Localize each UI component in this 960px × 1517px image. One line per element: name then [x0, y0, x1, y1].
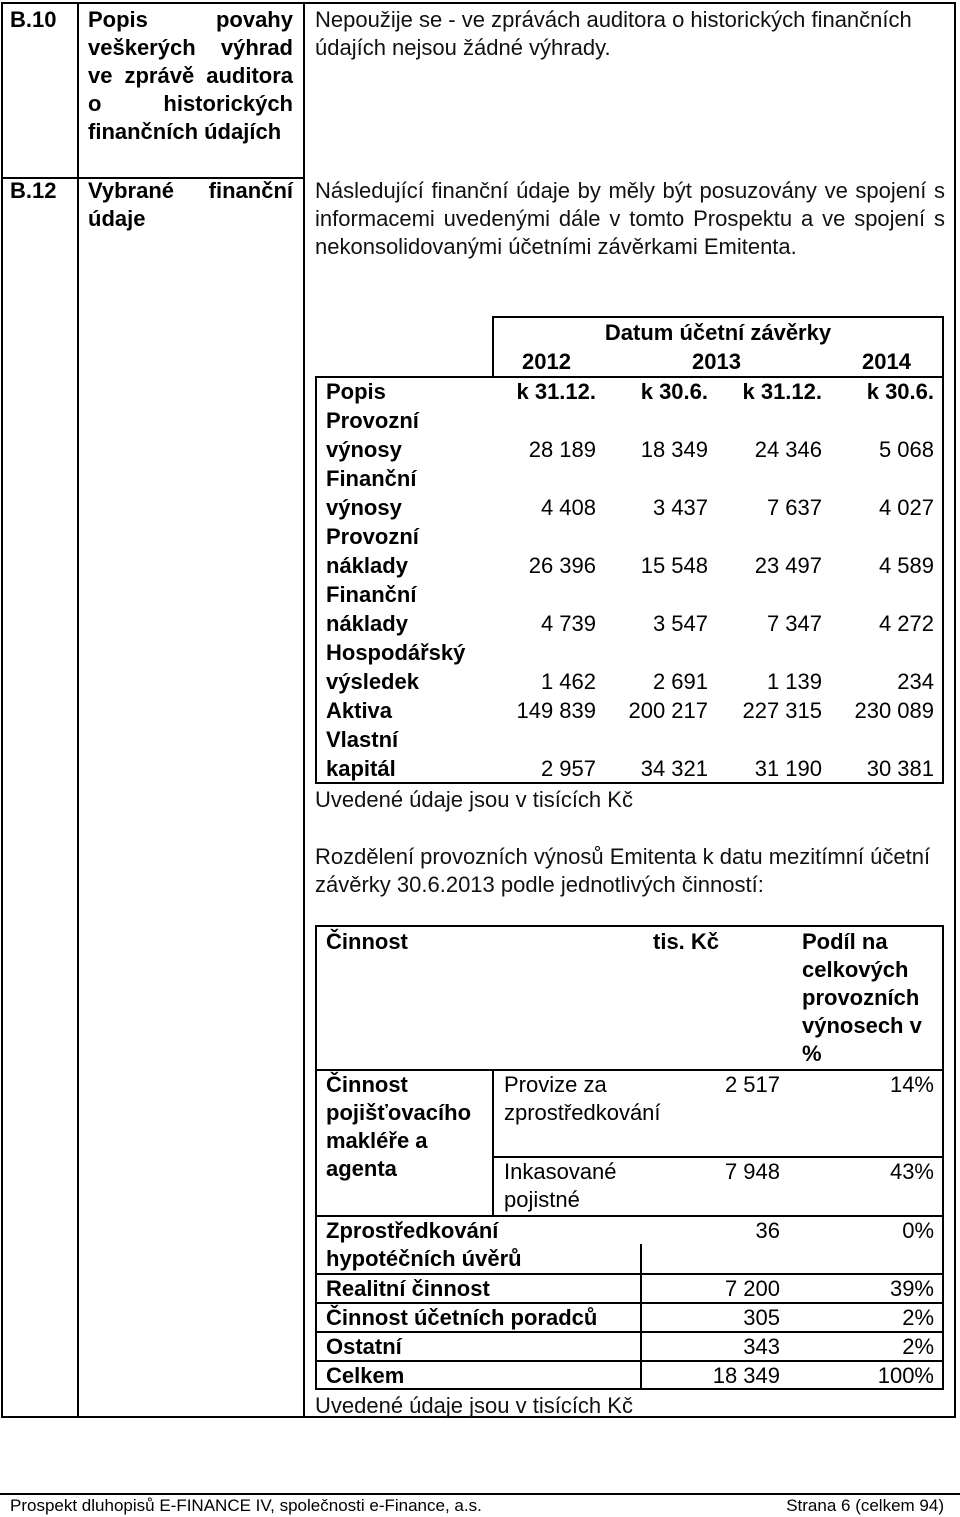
- col-header-activity: Činnost: [326, 929, 408, 954]
- cell-value: 5 068: [878, 437, 934, 462]
- row-label: Provozní: [326, 524, 419, 549]
- cell-value: 34 321: [640, 756, 708, 781]
- col-header-share: Podíl na celkových provozních výnosech v %: [802, 929, 922, 1066]
- cell-value: 4 739: [540, 611, 596, 636]
- cell-value: 28 189: [528, 437, 596, 462]
- sub-row-pct: 14%: [889, 1072, 934, 1097]
- row-label: Finanční: [326, 466, 417, 491]
- activity-label: Celkem: [326, 1363, 405, 1388]
- row-label: kapitál: [326, 756, 396, 781]
- sub-row-value: 7 948: [724, 1159, 780, 1184]
- units-note: Uvedené údaje jsou v tisících Kč: [315, 787, 633, 812]
- section-number: B.10: [10, 7, 57, 32]
- cell-value: 7 637: [766, 495, 822, 520]
- cell-value: 200 217: [628, 698, 708, 723]
- page-number: Strana 6 (celkem 94): [786, 1496, 944, 1515]
- cell-value: 7 347: [766, 611, 822, 636]
- row-label: výsledek: [326, 669, 419, 694]
- date-header: k 30.6.: [866, 379, 934, 404]
- sub-row-pct: 43%: [889, 1159, 934, 1184]
- year-header: 2012: [522, 349, 571, 374]
- row-label: Vlastní: [326, 727, 399, 752]
- cell-value: 4 589: [878, 553, 934, 578]
- intro-paragraph: Následující finanční údaje by měly být posuzovány ve spojení s informacemi uvedenými dále v tomto Prospektu a ve spojení s nekonsolidovanými účetními závěrkami Emitenta.: [315, 178, 945, 259]
- activity-value: 305: [743, 1305, 780, 1330]
- activity-pct: 0%: [902, 1218, 934, 1243]
- date-header: k 30.6.: [640, 379, 708, 404]
- group-header: Datum účetní závěrky: [604, 320, 832, 345]
- breakdown-intro: Rozdělení provozních výnosů Emitenta k datu mezitímní účetní závěrky 30.6.2013 podle jednotlivých činností:: [315, 844, 931, 897]
- row-label: výnosy: [326, 495, 402, 520]
- section-title: Vybrané finanční údaje: [88, 178, 293, 231]
- footer-title: Prospekt dluhopisů E-FINANCE IV, společnosti e-Finance, a.s.: [10, 1496, 482, 1515]
- cell-value: 4 408: [540, 495, 596, 520]
- cell-value: 31 190: [754, 756, 822, 781]
- row-label: Provozní: [326, 408, 419, 433]
- cell-value: 2 691: [652, 669, 708, 694]
- group-label: Činnost pojišťovacího makléře a agenta: [326, 1072, 472, 1181]
- activity-label: Zprostředkování hypotéčních úvěrů: [326, 1218, 522, 1271]
- year-header: 2013: [692, 349, 741, 374]
- cell-divider: [492, 1069, 494, 1215]
- activity-pct: 100%: [877, 1363, 934, 1388]
- cell-value: 24 346: [754, 437, 822, 462]
- row-label: náklady: [326, 611, 408, 636]
- activity-value: 18 349: [712, 1363, 780, 1388]
- cell-value: 234: [897, 669, 934, 694]
- cell-value: 15 548: [640, 553, 708, 578]
- activity-pct: 2%: [902, 1334, 934, 1359]
- row-label: Hospodářský: [326, 640, 466, 665]
- cell-value: 227 315: [742, 698, 822, 723]
- sub-row-label: Inkasované pojistné: [504, 1159, 617, 1212]
- year-header: 2014: [862, 349, 911, 374]
- activity-label: Ostatní: [326, 1334, 402, 1359]
- activity-pct: 39%: [889, 1276, 934, 1301]
- activity-pct: 2%: [902, 1305, 934, 1330]
- cell-value: 1 139: [766, 669, 822, 694]
- activity-label: Činnost účetních poradců: [326, 1305, 598, 1330]
- cell-value: 18 349: [640, 437, 708, 462]
- cell-value: 1 462: [540, 669, 596, 694]
- row-label: náklady: [326, 553, 408, 578]
- audit-statement: Nepoužije se - ve zprávách auditora o historických finančních údajích nejsou žádné výhrady.: [315, 7, 912, 60]
- activity-value: 7 200: [724, 1276, 780, 1301]
- column-divider: [303, 4, 305, 1416]
- row-label: výnosy: [326, 437, 402, 462]
- date-header: k 31.12.: [742, 379, 822, 404]
- sub-row-label: Provize za zprostředkování: [504, 1072, 661, 1125]
- cell-value: 4 272: [878, 611, 934, 636]
- cell-value: 3 437: [652, 495, 708, 520]
- activity-label: Realitní činnost: [326, 1276, 490, 1301]
- desc-header: Popis: [326, 379, 386, 404]
- units-note: Uvedené údaje jsou v tisících Kč: [315, 1393, 633, 1418]
- sub-row-value: 2 517: [724, 1072, 780, 1097]
- cell-value: 30 381: [866, 756, 934, 781]
- cell-value: 23 497: [754, 553, 822, 578]
- activity-value: 343: [743, 1334, 780, 1359]
- footer-divider: [0, 1493, 960, 1495]
- cell-value: 149 839: [516, 698, 596, 723]
- column-divider: [77, 4, 79, 1416]
- row-label: Aktiva: [326, 698, 393, 723]
- row-label: Finanční: [326, 582, 417, 607]
- cell-value: 4 027: [878, 495, 934, 520]
- date-header: k 31.12.: [516, 379, 596, 404]
- section-number: B.12: [10, 178, 57, 203]
- col-header-value: tis. Kč: [653, 929, 720, 954]
- cell-value: 3 547: [652, 611, 708, 636]
- cell-value: 26 396: [528, 553, 596, 578]
- cell-value: 230 089: [854, 698, 934, 723]
- activity-value: 36: [755, 1218, 780, 1243]
- section-title: Popis povahy veškerých výhrad ve zprávě auditora o historických finančních údajích: [88, 7, 293, 144]
- cell-value: 2 957: [540, 756, 596, 781]
